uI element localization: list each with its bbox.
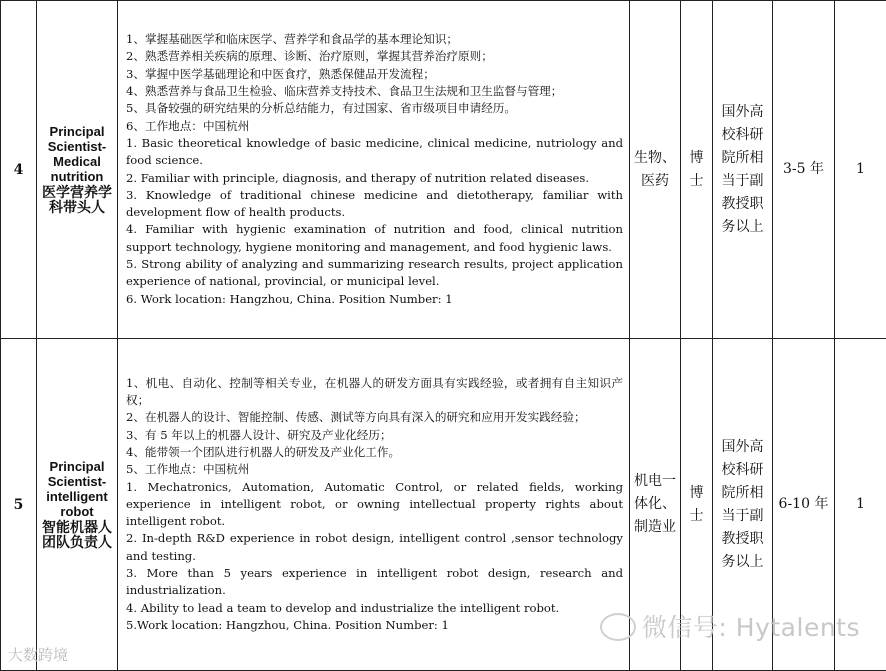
title-requirement: 国外高校科研院所相当于副教授职务以上 — [713, 1, 773, 339]
requirement-line: 3. Knowledge of traditional chinese medicine and dietotherapy, familiar with development flow of health products. — [126, 187, 623, 222]
requirements — [118, 339, 630, 671]
position-title — [37, 1, 118, 339]
requirement-line: 6. Work location: Hangzhou, China. Position Number: 1 — [126, 291, 623, 308]
position-title — [37, 339, 118, 671]
requirement-line: 1、机电、自动化、控制等相关专业，在机器人的研发方面具有实践经验，或者拥有自主知识产权； — [126, 375, 623, 410]
requirement-line: 3. More than 5 years experience in intelligent robot design, research and industrialization. — [126, 565, 623, 600]
requirement-line: 6、工作地点：中国杭州 — [126, 118, 623, 135]
position-title-en: Principal Scientist-intelligent robot — [37, 459, 117, 519]
requirement-line: 5.Work location: Hangzhou, China. Position Number: 1 — [126, 617, 623, 634]
requirement-line: 3、掌握中医学基础理论和中医食疗，熟悉保健品开发流程； — [126, 66, 623, 83]
requirement-line: 2. Familiar with principle, diagnosis, and therapy of nutrition related diseases. — [126, 170, 623, 187]
requirement-line: 1. Mechatronics, Automation, Automatic Control, or related fields, working experience in intelligent robot, or owning intellectual property rights about intelligent robot. — [126, 479, 623, 531]
requirement-line: 4、能带领一个团队进行机器人的研发及产业化工作。 — [126, 444, 623, 461]
requirement-line: 2. In-depth R&D experience in robot design, intelligent control ,sensor technology and testing. — [126, 530, 623, 565]
requirement-line: 4. Ability to lead a team to develop and industrialize the intelligent robot. — [126, 600, 623, 617]
headcount: 1 — [835, 1, 886, 339]
degree: 博士 — [681, 339, 713, 671]
row-number: 4 — [1, 1, 37, 339]
experience: 3-5 年 — [773, 1, 835, 339]
row-number: 5 — [1, 339, 37, 671]
table-row — [1, 1, 886, 339]
field: 机电一体化、制造业 — [630, 339, 681, 671]
degree: 博士 — [681, 1, 713, 339]
title-requirement: 国外高校科研院所相当于副教授职务以上 — [713, 339, 773, 671]
site-watermark: 大数跨境 — [8, 644, 68, 665]
requirement-line: 4、熟悉营养与食品卫生检验、临床营养支持技术、食品卫生法规和卫生监督与管理； — [126, 83, 623, 100]
position-title-zh: 医学营养学科带头人 — [37, 185, 117, 215]
requirement-line: 5. Strong ability of analyzing and summarizing research results, project application experience of national, provincial, or municipal level. — [126, 256, 623, 291]
requirement-line: 1. Basic theoretical knowledge of basic medicine, clinical medicine, nutriology and food science. — [126, 135, 623, 170]
wechat-icon — [600, 613, 636, 641]
requirement-line: 2、在机器人的设计、智能控制、传感、测试等方向具有深入的研究和应用开发实践经验； — [126, 409, 623, 426]
field: 生物、医药 — [630, 1, 681, 339]
requirements — [118, 1, 630, 339]
requirement-line: 5、工作地点：中国杭州 — [126, 461, 623, 478]
position-title-zh: 智能机器人团队负责人 — [37, 520, 117, 550]
wechat-watermark-text: 微信号: Hytalents — [642, 613, 860, 642]
headcount: 1 — [835, 339, 886, 671]
requirement-line: 2、熟悉营养相关疾病的原理、诊断、治疗原则，掌握其营养治疗原则； — [126, 48, 623, 65]
requirement-line: 1、掌握基础医学和临床医学、营养学和食品学的基本理论知识； — [126, 31, 623, 48]
experience: 6-10 年 — [773, 339, 835, 671]
position-title-en: Principal Scientist-Medical nutrition — [37, 124, 117, 184]
requirement-line: 4. Familiar with hygienic examination of nutrition and food, clinical nutrition support technology, hygiene monitoring and management, and food hygienic laws. — [126, 221, 623, 256]
wechat-watermark — [600, 608, 860, 644]
requirement-line: 5、具备较强的研究结果的分析总结能力，有过国家、省市级项目申请经历。 — [126, 100, 623, 117]
requirement-line: 3、有 5 年以上的机器人设计、研究及产业化经历； — [126, 427, 623, 444]
